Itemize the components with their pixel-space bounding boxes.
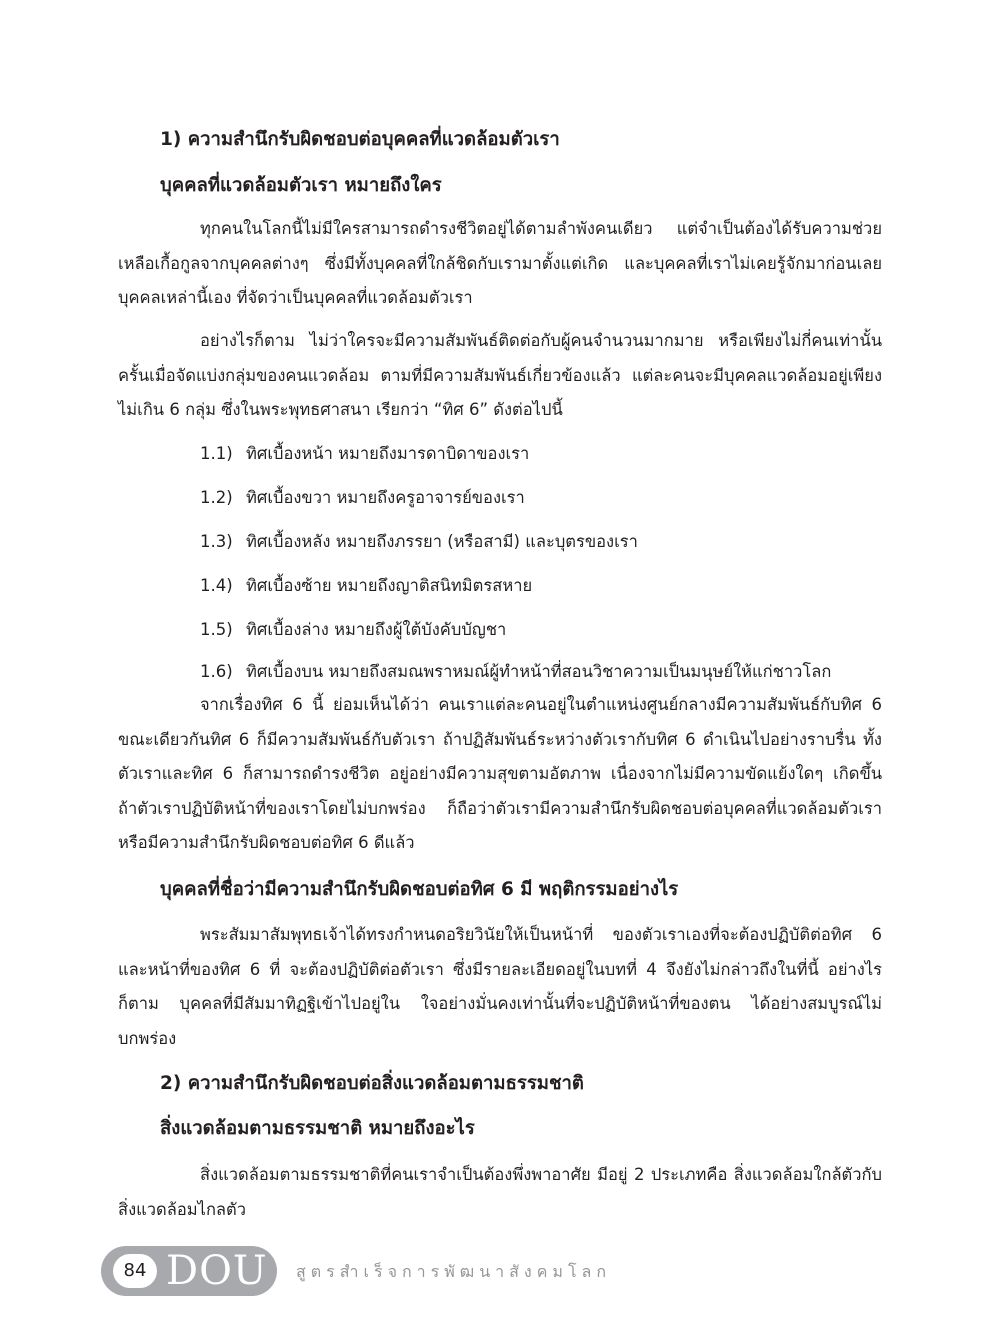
section-heading-1: 1) ความสำนึกรับผิดชอบต่อบุคคลที่แวดล้อมตัวเรา xyxy=(160,129,560,150)
list-item-text: ทิศเบื้องหน้า หมายถึงมารดาบิดาของเรา xyxy=(246,444,530,463)
paragraph-5: สิ่งแวดล้อมตามธรรมชาติที่คนเราจำเป็นต้องพึ่งพาอาศัย มีอยู่ 2 ประเภทคือ สิ่งแวดล้อมใกล้ตัวกับสิ่งแวดล้อมไกลตัว xyxy=(118,1165,882,1219)
list-item-text: ทิศเบื้องบน หมายถึงสมณพราหมณ์ผู้ทำหน้าที่สอนวิชาความเป็นมนุษย์ให้แก่ชาวโลก xyxy=(246,662,832,681)
list-item xyxy=(200,616,506,644)
list-item-text: ทิศเบื้องล่าง หมายถึงผู้ใต้บังคับบัญชา xyxy=(246,620,507,639)
list-item-number: 1.5) xyxy=(200,620,233,639)
list-item-number: 1.4) xyxy=(200,576,233,595)
list-item-text: ทิศเบื้องหลัง หมายถึงภรรยา (หรือสามี) และบุตรของเรา xyxy=(246,532,638,551)
subheading-who: บุคคลที่แวดล้อมตัวเรา หมายถึงใคร xyxy=(160,175,442,196)
paragraph-4: พระสัมมาสัมพุทธเจ้าได้ทรงกำหนดอริยวินัยให้เป็นหน้าที่ ของตัวเราเองที่จะต้องปฏิบัติต่อทิศ 6 และหน้าที่ของทิศ 6 ที่ จะต้องปฏิบัติต่อตัวเรา ซึ่งมีรายละเอียดอยู่ในบทที่ 4 จึงยังไม่กล่าวถึงในที่นี้ อย่างไรก็ตาม บุคคลที่มีสัมมาทิฏฐิเข้าไปอยู่ใน ใจอย่างมั่นคงเท่านั้นที่จะปฏิบัติหน้าที่ของตน ได้อย่างสมบูรณ์ไม่บกพร่อง xyxy=(118,925,882,1048)
list-item xyxy=(200,658,831,686)
list-item xyxy=(200,484,525,512)
paragraph-2: อย่างไรก็ตาม ไม่ว่าใครจะมีความสัมพันธ์ติดต่อกับผู้คนจำนวนมากมาย หรือเพียงไม่กี่คนเท่านั้น ครั้นเมื่อจัดแบ่งกลุ่มของคนแวดล้อม ตามที่มีความสัมพันธ์เกี่ยวข้องแล้ว แต่ละคนจะมีบุคคลแวดล้อมอยู่เพียงไม่เกิน 6 กลุ่ม ซึ่งในพระพุทธศาสนา เรียกว่า “ทิศ 6” ดังต่อไปนี้ xyxy=(118,331,882,419)
list-item-number: 1.3) xyxy=(200,532,233,551)
list-item-number: 1.1) xyxy=(200,444,233,463)
paragraph-1: ทุกคนในโลกนี้ไม่มีใครสามารถดำรงชีวิตอยู่ได้ตามลำพังคนเดียว แต่จำเป็นต้องได้รับความช่วยเหลือเกื้อกูลจากบุคคลต่างๆ ซึ่งมีทั้งบุคคลที่ใกล้ชิดกับเรามาตั้งแต่เกิด และบุคคลที่เราไม่เคยรู้จักมาก่อนเลย บุคคลเหล่านี้เอง ที่จัดว่าเป็นบุคคลที่แวดล้อมตัวเรา xyxy=(118,219,882,307)
list-item xyxy=(200,572,532,600)
subheading-what: สิ่งแวดล้อมตามธรรมชาติ หมายถึงอะไร xyxy=(160,1118,475,1139)
dou-logo: DOU xyxy=(166,1248,268,1294)
list-item xyxy=(200,440,529,468)
subheading-behavior: บุคคลที่ชื่อว่ามีความสำนึกรับผิดชอบต่อทิศ 6 มี พฤติกรรมอย่างไร xyxy=(160,879,679,900)
book-title: สูตรสำเร็จการพัฒนาสังคมโลก xyxy=(296,1262,612,1281)
list-item-number: 1.6) xyxy=(200,662,233,681)
paragraph-3: จากเรื่องทิศ 6 นี้ ย่อมเห็นได้ว่า คนเราแต่ละคนอยู่ในตำแหน่งศูนย์กลางมีความสัมพันธ์กับทิศ 6 ขณะเดียวกันทิศ 6 ก็มีความสัมพันธ์กับตัวเรา ถ้าปฏิสัมพันธ์ระหว่างตัวเรากับทิศ 6 ดำเนินไปอย่างราบรื่น ทั้งตัวเราและทิศ 6 ก็สามารถดำรงชีวิต อยู่อย่างมีความสุขตามอัตภาพ เนื่องจากไม่มีความขัดแย้งใดๆ เกิดขึ้น ถ้าตัวเราปฏิบัติหน้าที่ของเราโดยไม่บกพร่อง ก็ถือว่าตัวเรามีความสำนึกรับผิดชอบต่อบุคคลที่แวดล้อมตัวเรา หรือมีความสำนึกรับผิดชอบต่อทิศ 6 ดีแล้ว xyxy=(118,695,882,852)
list-item-number: 1.2) xyxy=(200,488,233,507)
page-number: 84 xyxy=(113,1254,157,1288)
list-item xyxy=(200,528,638,556)
list-item-text: ทิศเบื้องขวา หมายถึงครูอาจารย์ของเรา xyxy=(246,488,525,507)
list-item-text: ทิศเบื้องซ้าย หมายถึงญาติสนิทมิตรสหาย xyxy=(246,576,533,595)
section-heading-2: 2) ความสำนึกรับผิดชอบต่อสิ่งแวดล้อมตามธรรมชาติ xyxy=(160,1073,584,1094)
